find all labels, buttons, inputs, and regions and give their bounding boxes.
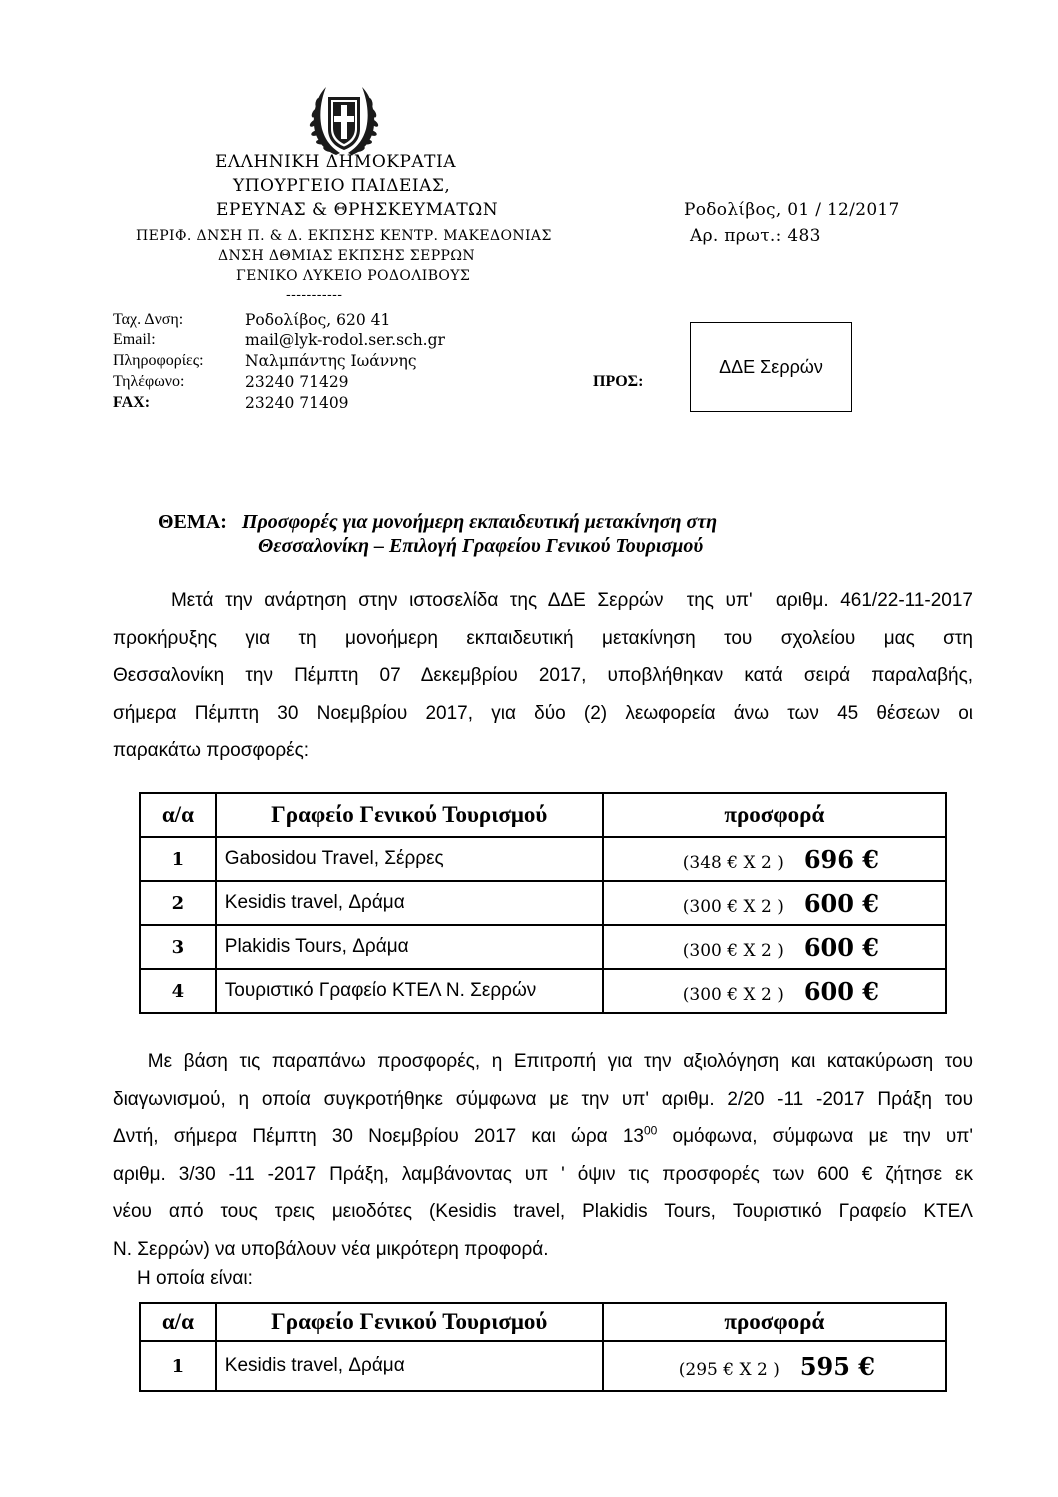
paragraph1-line: παρακάτω προσφορές: (113, 740, 310, 761)
header-agency: Γραφείο Γενικού Τουρισμού (216, 1303, 603, 1341)
org-separator: ----------- (286, 287, 343, 303)
offer-total: 600 € (803, 932, 879, 962)
paragraph1-line: Θεσσαλονίκη την Πέμπτη 07 Δεκεμβρίου 2017, υποβλήθηκαν κατά σειρά παραλαβής, (113, 665, 973, 686)
offer-calc: (348 € Χ 2 ) (682, 852, 784, 873)
org-line-directorate: ΔΝΣΗ ΔΘΜΙΑΣ ΕΚΠΣΗΣ ΣΕΡΡΩΝ (218, 248, 475, 264)
row-offer (603, 969, 946, 1013)
org-line-ministry: ΥΠΟΥΡΓΕΙΟ ΠΑΙΔΕΙΑΣ, (233, 176, 451, 196)
paragraph2-line-end: ομόφωνα, σύμφωνα με την υπ' (657, 1126, 973, 1147)
table-row (140, 837, 946, 881)
offer-calc: (300 € Χ 2 ) (682, 896, 784, 917)
subject-line-2: Θεσσαλονίκη – Επιλογή Γραφείου Γενικού Τουρισμού (258, 535, 704, 557)
org-line-regional-directorate: ΠΕΡΙΦ. ΔΝΣΗ Π. & Δ. ΕΚΠΣΗΣ ΚΕΝΤΡ. ΜΑΚΕΔΟΝΙΑΣ (136, 228, 552, 244)
paragraph1-line: προκήρυξης για τη μονοήμερη εκπαιδευτική μετακίνηση του σχολείου μας στη (113, 627, 973, 649)
row-agency: Gabosidou Travel, Σέρρες (216, 837, 603, 881)
offer-calc: (300 € Χ 2 ) (682, 984, 784, 1005)
row-number: 2 (140, 881, 216, 925)
contact-fax: 23240 71409 (245, 394, 349, 412)
offer-total: 696 € (803, 844, 879, 874)
row-number: 3 (140, 925, 216, 969)
paragraph1-line: Μετά την ανάρτηση στην ιστοσελίδα της ΔΔΕ Σερρών της υπ' αριθμ. 461/22-11-2017 (113, 590, 973, 611)
contact-label-phone: Τηλέφωνο: (113, 373, 185, 390)
paragraph-announcement (113, 582, 973, 770)
table-header-row (140, 1303, 946, 1341)
row-agency: Τουριστικό Γραφείο ΚΤΕΛ Ν. Σερρών (216, 969, 603, 1013)
org-line-republic: ΕΛΛΗΝΙΚΗ ΔΗΜΟΚΡΑΤΙΑ (215, 152, 457, 172)
contact-address: Ροδολίβος, 620 41 (245, 311, 391, 329)
row-offer (603, 837, 946, 881)
paragraph2-line: Με βάση τις παραπάνω προσφορές, η Επιτροπή για την αξιολόγηση και κατακύρωση του (113, 1051, 973, 1072)
recipient-label: ΠΡΟΣ: (593, 373, 644, 390)
contact-phone: 23240 71429 (245, 373, 349, 391)
paragraph2-line: νέου από τους τρεις μειοδότες (Kesidis travel, Plakidis Tours, Τουριστικό Γραφείο ΚΤΕΛ (113, 1201, 973, 1222)
paragraph1-line: σήμερα Πέμπτη 30 Νοεμβρίου 2017, για δύο (2) λεωφορεία άνω των 45 θέσεων οι (113, 702, 973, 724)
contact-label-info: Πληροφορίες: (113, 352, 204, 369)
time-superscript: 00 (643, 1123, 658, 1138)
org-line-school: ΓΕΝΙΚΟ ΛΥΚΕΙΟ ΡΟΔΟΛΙΒΟΥΣ (236, 268, 471, 284)
coat-of-arms-emblem (306, 83, 382, 159)
table2-intro: Η οποία είναι: (137, 1268, 253, 1289)
row-number: 4 (140, 969, 216, 1013)
row-agency: Plakidis Tours, Δράμα (216, 925, 603, 969)
contact-label-fax: FAX: (113, 394, 151, 411)
table-row (140, 1341, 946, 1391)
table-row (140, 881, 946, 925)
subject-text-1: Προσφορές για μονοήμερη εκπαιδευτική μετακίνηση στη (241, 511, 718, 533)
row-offer (603, 1341, 946, 1391)
paragraph-committee (113, 1043, 973, 1268)
document-date: Ροδολίβος, 01 / 12/2017 (684, 200, 900, 220)
recipient-name: ΔΔΕ Σερρών (719, 356, 823, 377)
subject-line-1 (158, 511, 717, 534)
protocol-number: Αρ. πρωτ.: 483 (690, 226, 821, 246)
row-offer (603, 925, 946, 969)
contact-email: mail@lyk-rodol.ser.sch.gr (245, 331, 445, 349)
paragraph2-line: διαγωνισμού, η οποία συγκροτήθηκε σύμφωνα με την υπ' αριθμ. 2/20 -11 -2017 Πράξη του (113, 1088, 973, 1110)
paragraph2-line: αριθμ. 3/30 -11 -2017 Πράξη, λαμβάνοντας υπ ' όψιν τις προσφορές των 600 € ζήτησε εκ (113, 1163, 973, 1185)
contact-label-address: Ταχ. Δνση: (113, 311, 184, 328)
table-row (140, 925, 946, 969)
header-serial: α/α (140, 793, 216, 837)
recipient-box (690, 322, 852, 412)
offers-table-initial (139, 792, 947, 1014)
subject-label: ΘΕΜΑ: (158, 511, 227, 533)
contact-info-person: Ναλμπάντης Ιωάννης (245, 352, 417, 370)
paragraph2-line-time (113, 1118, 973, 1156)
header-offer: προσφορά (603, 793, 946, 837)
offer-total: 595 € (799, 1351, 875, 1381)
row-offer (603, 881, 946, 925)
offer-calc: (300 € Χ 2 ) (682, 940, 784, 961)
contact-label-email: Email: (113, 331, 156, 348)
paragraph2-line-start: Δντή, σήμερα Πέμπτη 30 Νοεμβρίου 2017 και ώρα 13 (113, 1126, 644, 1147)
header-serial: α/α (140, 1303, 216, 1341)
offers-table-revised (139, 1302, 947, 1392)
org-line-ministry-2: ΕΡΕΥΝΑΣ & ΘΡΗΣΚΕΥΜΑΤΩΝ (216, 200, 499, 220)
offer-total: 600 € (803, 976, 879, 1006)
paragraph2-line: Ν. Σερρών) να υποβάλουν νέα μικρότερη προφορά. (113, 1238, 549, 1260)
row-number: 1 (140, 837, 216, 881)
header-agency: Γραφείο Γενικού Τουρισμού (216, 793, 603, 837)
offer-calc: (295 € Χ 2 ) (678, 1359, 780, 1380)
row-number: 1 (140, 1341, 216, 1391)
row-agency: Kesidis travel, Δράμα (216, 1341, 603, 1391)
table-header-row (140, 793, 946, 837)
table-row (140, 969, 946, 1013)
header-offer: προσφορά (603, 1303, 946, 1341)
offer-total: 600 € (803, 888, 879, 918)
row-agency: Kesidis travel, Δράμα (216, 881, 603, 925)
